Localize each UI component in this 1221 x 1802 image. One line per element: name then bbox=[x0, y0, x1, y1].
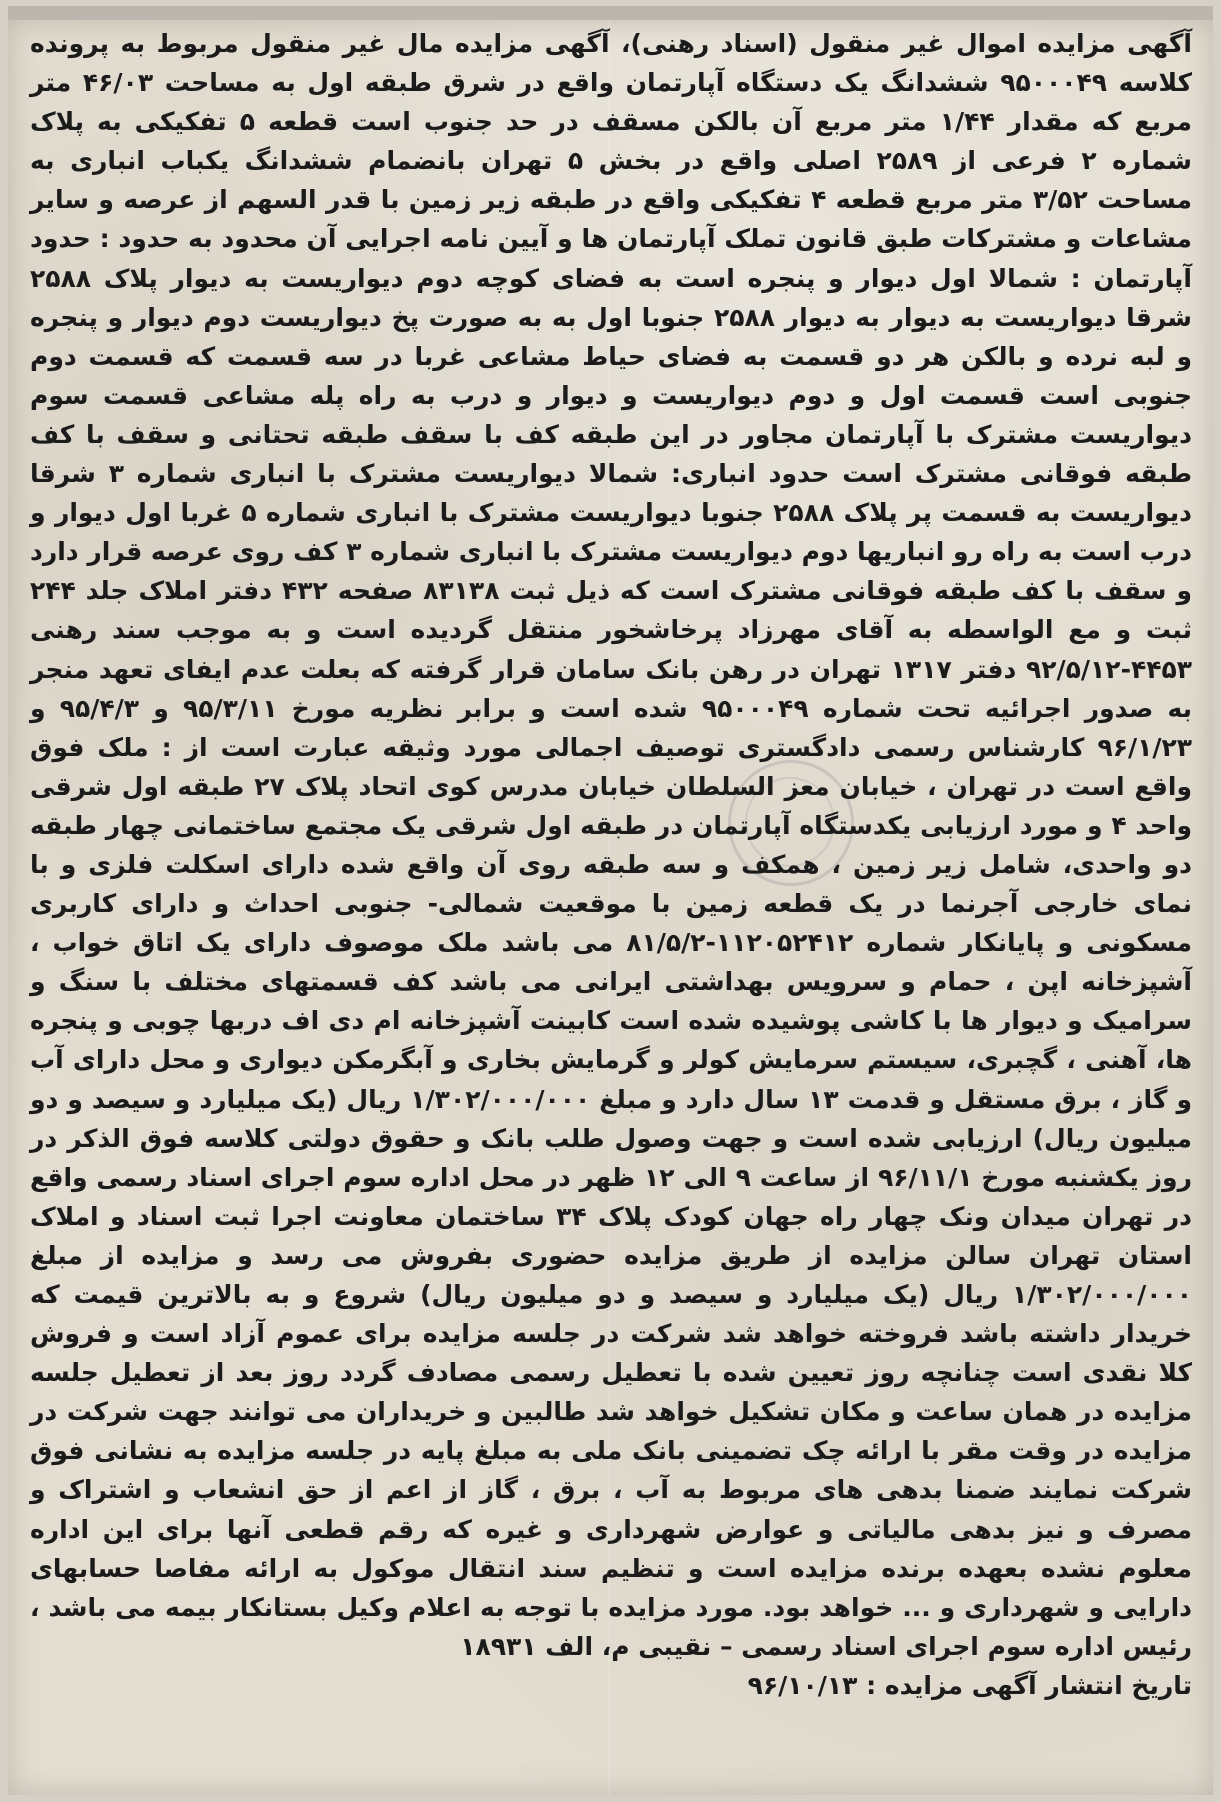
publish-date-line bbox=[30, 1666, 1192, 1705]
newspaper-clipping bbox=[8, 20, 1213, 1795]
notice-body-text: آگهی مزایده اموال غیر منقول (اسناد رهنی)، آگهی مزایده مال غیر منقول مربوط به پرونده کلاسه ۹۵۰۰۰۴۹ ششدانگ یک دستگاه آپارتمان واقع در شرق طبقه اول به مساحت ۴۶/۰۳ متر مربع که مقدار ۱/۴۴ متر مربع آن بالکن مسقف در حد جنوب است قطعه ۵ تفکیکی به پلاک شماره ۲ فرعی از ۲۵۸۹ اصلی واقع در بخش ۵ تهران بانضمام ششدانگ یکباب انباری به مساحت ۳/۵۲ متر مربع قطعه ۴ تفکیکی واقع در طبقه زیر زمین با قدر السهم از عرصه و سایر مشاعات و مشترکات طبق قانون تملک آپارتمان ها و آیین نامه اجرایی آن محدود به حدود : حدود آپارتمان : شمالا اول دیوار و پنجره است به فضای کوچه دوم دیواریست به دیوار پلاک ۲۵۸۸ شرقا دیواریست به دیوار به دیوار ۲۵۸۸ جنوبا اول به به صورت پخ دیواریست دوم دیوار و پنجره و لبه نرده و بالکن هر دو قسمت به فضای حیاط مشاعی غربا در سه قسمت که قسمت دوم جنوبی است قسمت اول و دوم دیواریست و دیوار و درب به راه پله مشاعی قسمت سوم دیواریست مشترک با آپارتمان مجاور در این طبقه کف با سقف طبقه تحتانی و سقف با کف طبقه فوقانی مشترک است حدود انباری: شمالا دیواریست مشترک با انباری شماره ۳ شرقا دیواریست به قسمت پر پلاک ۲۵۸۸ جنوبا دیواریست مشترک با انباری شماره ۵ غربا اول دیوار و درب است به راه رو انباریها دوم دیواریست مشترک با انباری شماره ۳ کف روی عرصه قرار دارد و سقف با کف طبقه فوقانی مشترک است که ذیل ثبت ۸۳۱۳۸ صفحه ۴۳۲ دفتر املاک جلد ۲۴۴ ثبت و مع الواسطه به آقای مهرزاد پرخاشخور منتقل گردیده است و به موجب سند رهنی ۴۴۵۳-۹۲/۵/۱۲ دفتر ۱۳۱۷ تهران در رهن بانک سامان قرار گرفته که بعلت عدم ایفای تعهد منجر به صدور اجرائیه تحت شماره ۹۵۰۰۰۴۹ شده است و برابر نظریه مورخ ۹۵/۳/۱۱ و ۹۵/۴/۳ و ۹۶/۱/۲۳ کارشناس رسمی دادگستری توصیف اجمالی مورد وثیقه عبارت است از : ملک فوق واقع است در تهران ، خیابان معز السلطان خیابان مدرس کوی اتحاد پلاک ۲۷ طبقه اول شرقی واحد ۴ و مورد ارزیابی یکدستگاه آپارتمان در طبقه اول شرقی یک مجتمع ساختمانی چهار طبقه دو واحدی، شامل زیر زمین ، همکف و سه طبقه روی آن واقع شده دارای اسکلت فلزی و با نمای خارجی آجرنما در یک قطعه زمین با موقعیت شمالی- جنوبی احداث و دارای کاربری مسکونی و پایانکار شماره ۱۱۲۰۵۲۴۱۲-۸۱/۵/۲ می باشد ملک موصوف دارای یک اتاق خواب ، آشپزخانه اپن ، حمام و سرویس بهداشتی ایرانی می باشد کف قسمتهای مختلف با سنگ و سرامیک و دیوار ها با کاشی پوشیده شده است کابینت آشپزخانه ام دی اف دربها چوبی و پنجره ها، آهنی ، گچبری، سیستم سرمایش کولر و گرمایش بخاری و آبگرمکن دیواری و محل دارای آب و گاز ، برق مستقل و قدمت ۱۳ سال دارد و مبلغ ۱/۳۰۲/۰۰۰/۰۰۰ ریال (یک میلیارد و سیصد و دو میلیون ریال) ارزیابی شده است و جهت وصول طلب بانک و حقوق دولتی کلاسه فوق الذکر در روز یکشنبه مورخ ۹۶/۱۱/۱ از ساعت ۹ الی ۱۲ ظهر در محل اداره سوم اجرای اسناد رسمی واقع در تهران میدان ونک چهار راه جهان کودک پلاک ۳۴ ساختمان معاونت اجرا ثبت اسناد و املاک استان تهران سالن مزایده از طریق مزایده حضوری بفروش می رسد و مزایده از مبلغ ۱/۳۰۲/۰۰۰/۰۰۰ ریال (یک میلیارد و سیصد و دو میلیون ریال) شروع و به بالاترین قیمت که خریدار داشته باشد فروخته خواهد شد شرکت در جلسه مزایده برای عموم آزاد است و فروش کلا نقدی است چنانچه روز تعیین شده با تعطیل رسمی مصادف گردد روز بعد از تعطیل جلسه مزایده در همان ساعت و مکان تشکیل خواهد شد طالبین و خریداران می توانند جهت شرکت در مزایده در وقت مقر با ارائه چک تضمینی بانک ملی به مبلغ پایه در جلسه مزایده به نشانی فوق شرکت نمایند ضمنا بدهی های مربوط به آب ، برق ، گاز از اعم از حق انشعاب و اشتراک و مصرف و نیز بدهی مالیاتی و عوارض شهرداری و غیره که رقم قطعی آنها برای این اداره معلوم نشده بعهده برنده مزایده است و تنظیم سند انتقال موکول به ارائه مفاصا حسابهای دارایی و شهرداری و ... خواهد بود. مورد مزایده با توجه به اعلام وکیل بستانکار بیمه می باشد ، رئیس اداره سوم اجرای اسناد رسمی – نقیبی م، الف ۱۸۹۳۱ bbox=[30, 29, 1193, 1661]
auction-notice bbox=[30, 24, 1192, 1705]
publish-date-label: تاریخ انتشار آگهی مزایده : bbox=[857, 1670, 1192, 1700]
publish-date-value: ۹۶/۱۰/۱۳ bbox=[747, 1670, 858, 1700]
torn-top-edge bbox=[8, 6, 1213, 20]
